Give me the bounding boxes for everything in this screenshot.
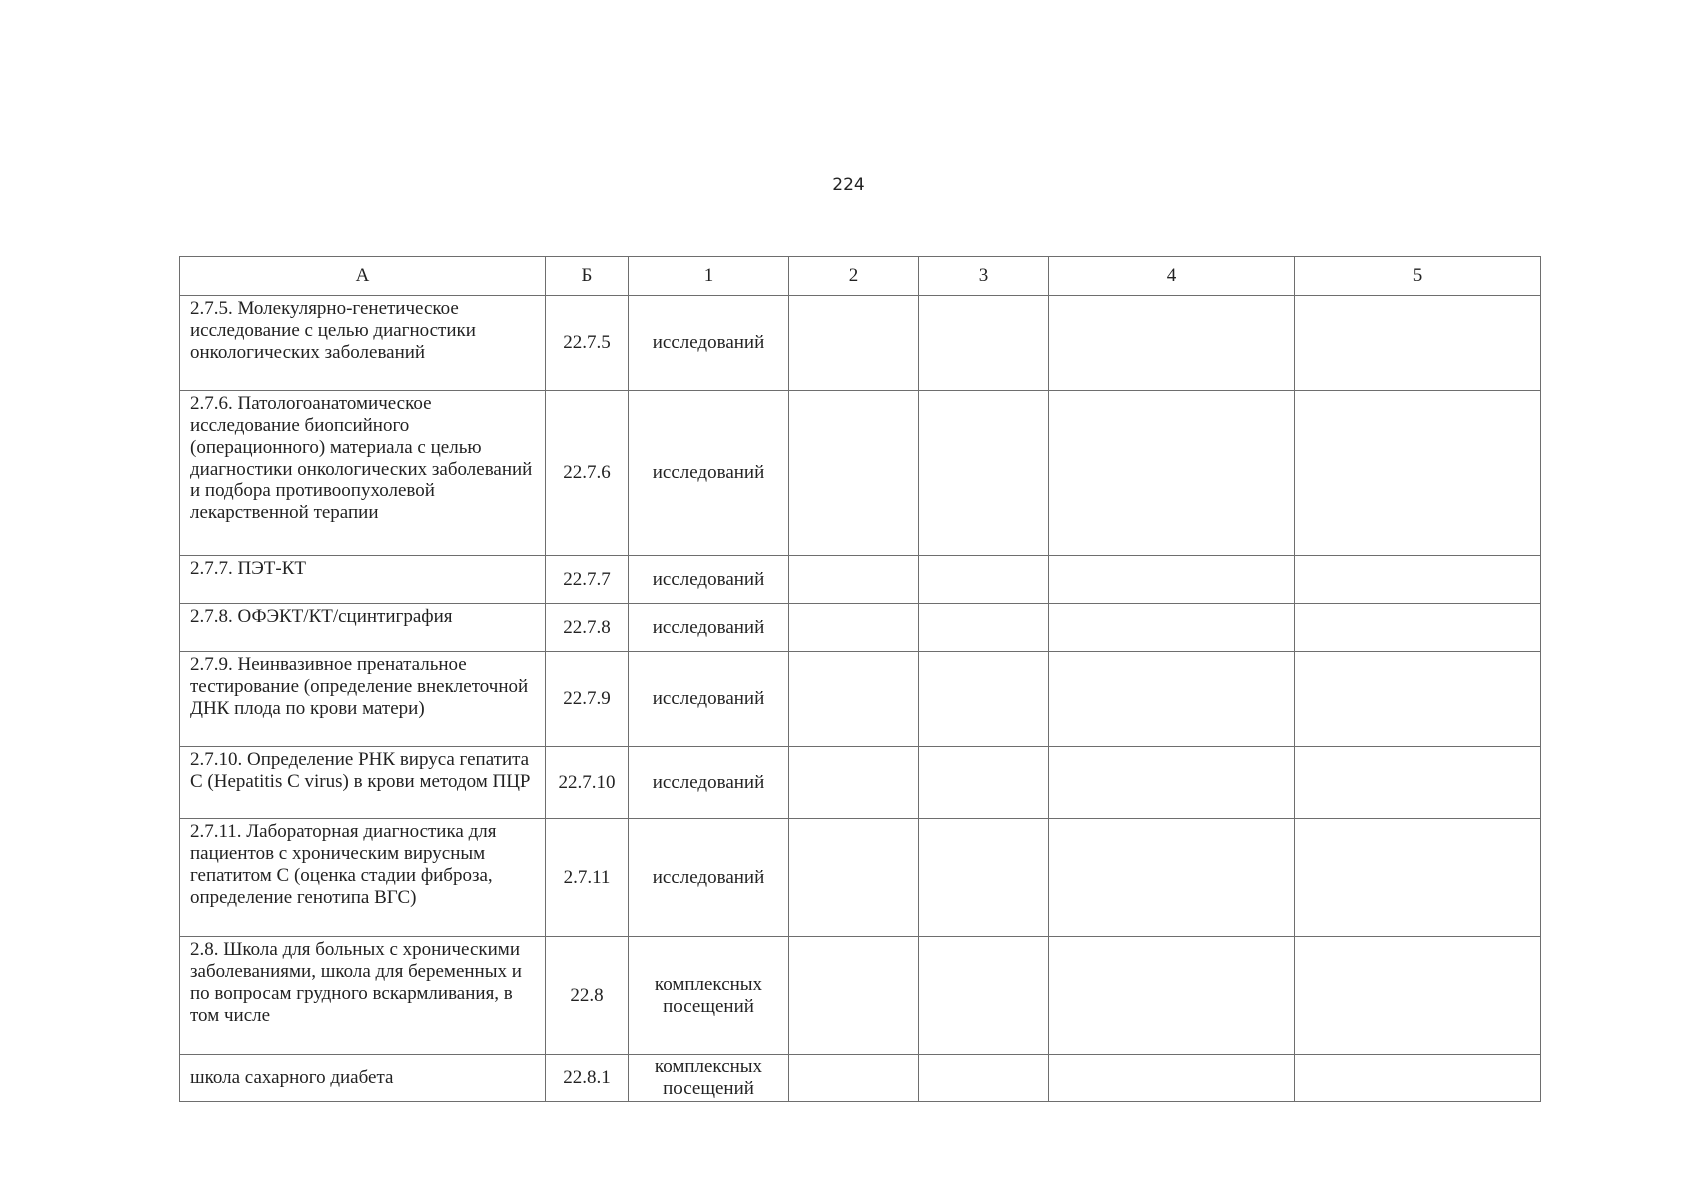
row-code-cell: 22.7.5 xyxy=(546,296,629,391)
header-row xyxy=(180,257,1541,296)
row-value-cell-5 xyxy=(1295,1055,1541,1102)
row-value-cell-3 xyxy=(919,556,1049,604)
row-code-cell: 22.7.8 xyxy=(546,604,629,652)
table-row xyxy=(180,556,1541,604)
row-unit-cell: исследований xyxy=(629,556,789,604)
row-value-cell-3 xyxy=(919,1055,1049,1102)
table-row xyxy=(180,937,1541,1055)
row-code-cell: 22.8 xyxy=(546,937,629,1055)
row-value-cell-3 xyxy=(919,819,1049,937)
row-value-cell-4 xyxy=(1049,937,1295,1055)
row-value-cell-4 xyxy=(1049,296,1295,391)
table-row xyxy=(180,819,1541,937)
row-value-cell-3 xyxy=(919,604,1049,652)
row-value-cell-3 xyxy=(919,937,1049,1055)
row-name-cell: 2.7.8. ОФЭКТ/КТ/сцинтиграфия xyxy=(180,604,546,652)
row-unit-cell: исследований xyxy=(629,819,789,937)
row-name-cell: 2.7.7. ПЭТ-КТ xyxy=(180,556,546,604)
row-code-cell: 22.7.7 xyxy=(546,556,629,604)
row-name-cell: 2.7.5. Молекулярно-генетическое исследование с целью диагностики онкологических заболеваний xyxy=(180,296,546,391)
row-value-cell-5 xyxy=(1295,937,1541,1055)
row-value-cell-5 xyxy=(1295,747,1541,819)
row-code-cell: 22.7.9 xyxy=(546,652,629,747)
row-value-cell-5 xyxy=(1295,819,1541,937)
row-value-cell-2 xyxy=(789,604,919,652)
row-value-cell-4 xyxy=(1049,819,1295,937)
row-code-cell: 22.8.1 xyxy=(546,1055,629,1102)
row-name-cell: 2.7.9. Неинвазивное пренатальное тестирование (определение внеклеточной ДНК плода по крови матери) xyxy=(180,652,546,747)
row-unit-cell: исследований xyxy=(629,652,789,747)
row-value-cell-4 xyxy=(1049,652,1295,747)
row-value-cell-5 xyxy=(1295,556,1541,604)
header-col-4: 4 xyxy=(1049,257,1295,296)
row-value-cell-2 xyxy=(789,391,919,556)
row-code-cell: 2.7.11 xyxy=(546,819,629,937)
row-value-cell-2 xyxy=(789,556,919,604)
row-name-cell: 2.7.10. Определение РНК вируса гепатита С (Hepatitis C virus) в крови методом ПЦР xyxy=(180,747,546,819)
page-number: 224 xyxy=(832,175,865,195)
row-unit-cell: исследований xyxy=(629,296,789,391)
row-name-cell: 2.7.11. Лабораторная диагностика для пациентов с хроническим вирусным гепатитом С (оценка стадии фиброза, определение генотипа ВГС) xyxy=(180,819,546,937)
row-value-cell-2 xyxy=(789,937,919,1055)
header-col-a: А xyxy=(180,257,546,296)
row-value-cell-5 xyxy=(1295,391,1541,556)
row-value-cell-2 xyxy=(789,296,919,391)
row-value-cell-5 xyxy=(1295,652,1541,747)
row-code-cell: 22.7.6 xyxy=(546,391,629,556)
row-name-cell: 2.8. Школа для больных с хроническими заболеваниями, школа для беременных и по вопросам грудного вскармливания, в том числе xyxy=(180,937,546,1055)
row-value-cell-4 xyxy=(1049,556,1295,604)
row-unit-cell: исследований xyxy=(629,391,789,556)
table-row xyxy=(180,652,1541,747)
row-value-cell-4 xyxy=(1049,604,1295,652)
row-value-cell-2 xyxy=(789,819,919,937)
row-value-cell-4 xyxy=(1049,391,1295,556)
row-name-cell: школа сахарного диабета xyxy=(180,1055,546,1102)
row-unit-cell: исследований xyxy=(629,604,789,652)
row-code-cell: 22.7.10 xyxy=(546,747,629,819)
table-row xyxy=(180,1055,1541,1102)
row-value-cell-5 xyxy=(1295,296,1541,391)
row-value-cell-3 xyxy=(919,296,1049,391)
table-row xyxy=(180,391,1541,556)
row-value-cell-3 xyxy=(919,391,1049,556)
row-value-cell-2 xyxy=(789,1055,919,1102)
row-value-cell-4 xyxy=(1049,747,1295,819)
row-unit-cell: комплексных посещений xyxy=(629,937,789,1055)
row-unit-cell: исследований xyxy=(629,747,789,819)
row-value-cell-3 xyxy=(919,747,1049,819)
row-value-cell-4 xyxy=(1049,1055,1295,1102)
table-row xyxy=(180,747,1541,819)
row-value-cell-2 xyxy=(789,747,919,819)
row-unit-cell: комплексных посещений xyxy=(629,1055,789,1102)
table-row xyxy=(180,604,1541,652)
table-row xyxy=(180,296,1541,391)
row-value-cell-2 xyxy=(789,652,919,747)
header-col-3: 3 xyxy=(919,257,1049,296)
header-col-b: Б xyxy=(546,257,629,296)
header-col-2: 2 xyxy=(789,257,919,296)
header-col-1: 1 xyxy=(629,257,789,296)
row-value-cell-3 xyxy=(919,652,1049,747)
data-table xyxy=(179,256,1541,1102)
header-col-5: 5 xyxy=(1295,257,1541,296)
row-name-cell: 2.7.6. Патологоанатомическое исследование биопсийного (операционного) материала с целью диагностики онкологических заболеваний и подбора противоопухолевой лекарственной терапии xyxy=(180,391,546,556)
row-value-cell-5 xyxy=(1295,604,1541,652)
